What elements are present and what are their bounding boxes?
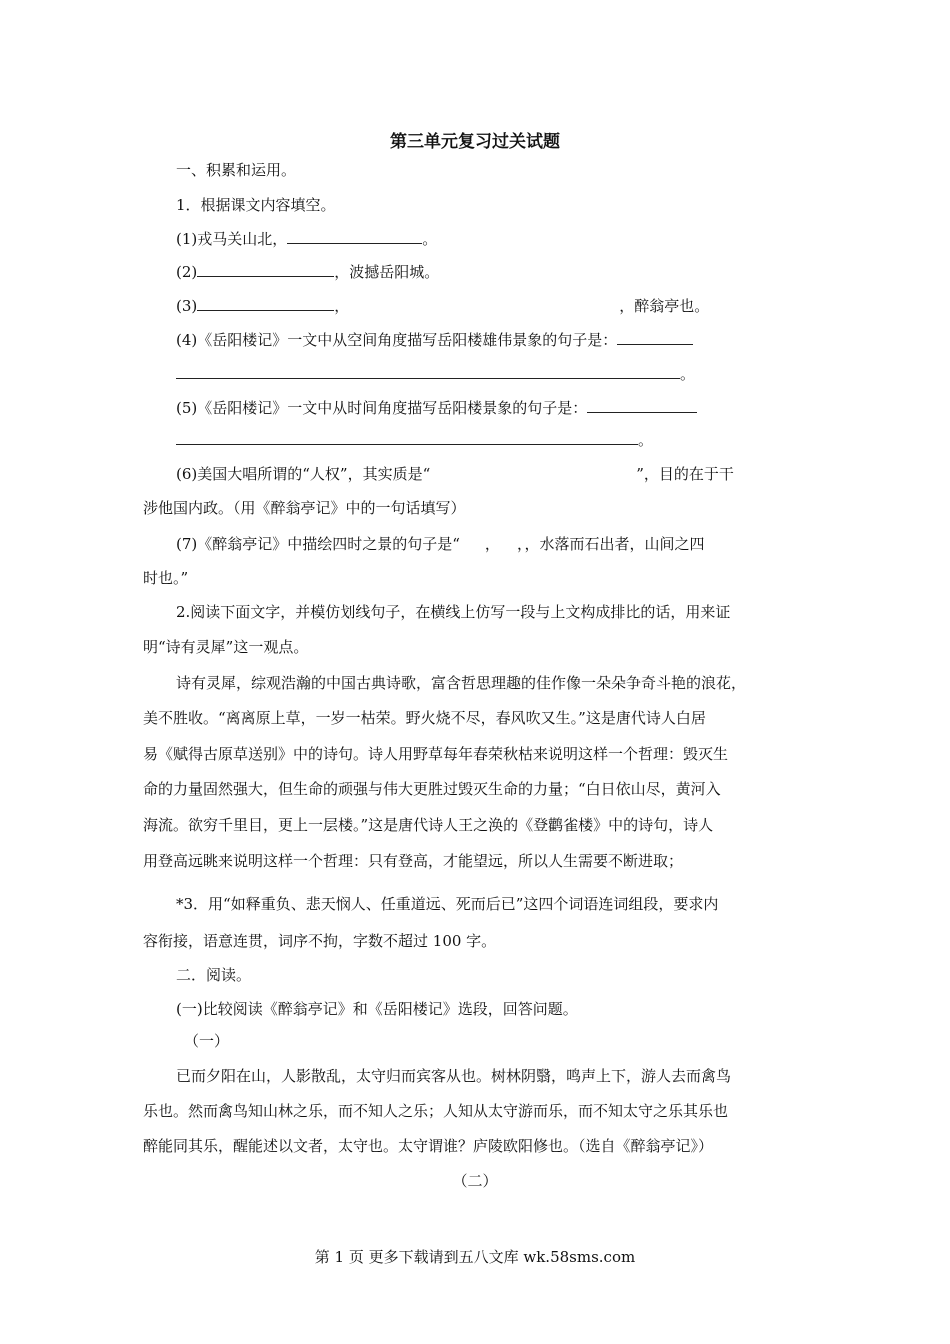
section-heading-2: 二．阅读。	[176, 966, 252, 984]
item-3-comma: ，	[334, 297, 350, 315]
question-1-item-5	[176, 398, 697, 418]
section-heading-1: 一、积累和运用。	[176, 161, 297, 179]
question-1-item-2	[176, 262, 439, 282]
item-5-text: (5)《岳阳楼记》一文中从时间角度描写岳阳楼景象的句子是：	[176, 399, 588, 417]
reading-subheading-1: （一）	[184, 1032, 230, 1050]
item-4-end: 。	[680, 365, 696, 383]
question-1-item-7	[176, 534, 704, 554]
question-2-line-1: 2.阅读下面文字，并模仿划线句子，在横线上仿写一段与上文构成排比的话，用来证	[176, 603, 731, 621]
page-title: 第三单元复习过关试题	[390, 132, 560, 152]
question-1-item-6	[176, 464, 734, 484]
question-1-item-5-cont	[176, 430, 653, 450]
passage-line-6: 用登高远眺来说明这样一个哲理：只有登高，才能望远，所以人生需要不断进取；	[143, 852, 684, 870]
passage-line-1: 诗有灵犀，综观浩瀚的中国古典诗歌，富含哲思理趣的佳作像一朵朵争奇斗艳的浪花，	[176, 674, 747, 692]
answer-blank	[197, 262, 334, 277]
item-7-text-2: ，水落而石出者，山间之四	[524, 535, 705, 553]
question-1-item-7-cont: 时也。”	[143, 569, 189, 587]
answer-blank	[176, 430, 638, 445]
item-4-text: (4)《岳阳楼记》一文中从空间角度描写岳阳楼雄伟景象的句子是：	[176, 331, 618, 349]
answer-blank	[176, 364, 680, 379]
question-1-item-1	[176, 229, 437, 249]
answer-blank	[287, 229, 422, 244]
question-1-stem: 1．根据课文内容填空。	[176, 196, 336, 214]
item-2-number: (2)	[176, 263, 198, 281]
answer-blank	[617, 330, 693, 345]
passage-line-4: 命的力量固然强大，但生命的顽强与伟大更胜过毁灭生命的力量；“白日依山尽，黄河入	[143, 780, 721, 798]
item-7-comma-2: ，	[516, 535, 525, 553]
answer-blank	[197, 296, 334, 311]
reading-text-line-2: 乐也。然而禽鸟知山林之乐，而不知人之乐；人知从太守游而乐，而不知太守之乐其乐也	[143, 1102, 729, 1120]
reading-intro: (一)比较阅读《醉翁亭记》和《岳阳楼记》选段，回答问题。	[176, 1000, 578, 1018]
item-5-end: 。	[638, 431, 654, 449]
passage-line-3: 易《赋得古原草送别》中的诗句。诗人用野草每年春荣秋枯来说明这样一个哲理：毁灭生	[143, 745, 729, 763]
passage-line-2: 美不胜收。“离离原上草，一岁一枯荣。野火烧不尽，春风吹又生。”这是唐代诗人白居	[143, 709, 706, 727]
question-3-line-2: 容衔接，语意连贯，词序不拘，字数不超过 100 字。	[143, 932, 497, 950]
item-7-text: (7)《醉翁亭记》中描绘四时之景的句子是“	[176, 535, 460, 553]
item-3-number: (3)	[176, 297, 198, 315]
question-1-item-4-cont	[176, 364, 695, 384]
item-3-text: ，醉翁亭也。	[619, 297, 710, 315]
page-footer: 第 1 页 更多下载请到五八文库 wk.58sms.com	[314, 1248, 636, 1266]
item-1-text: (1)戎马关山北，	[176, 230, 288, 248]
reading-text-line-3: 醉能同其乐，醒能述以文者，太守也。太守谓谁？庐陵欧阳修也。（选自《醉翁亭记》）	[143, 1137, 714, 1155]
passage-line-5: 海流。欲穷千里目，更上一层楼。”这是唐代诗人王之涣的《登鹳雀楼》中的诗句，诗人	[143, 816, 714, 834]
answer-blank	[587, 398, 697, 413]
item-6-text-2: ”，目的在于干	[636, 465, 734, 483]
reading-subheading-2: （二）	[452, 1172, 498, 1190]
question-3-line-1: *3．用“如释重负、悲天悯人、任重道远、死而后已”这四个词语连词组段，要求内	[176, 895, 719, 913]
item-1-end: 。	[422, 230, 438, 248]
item-6-text: (6)美国大唱所谓的“人权”，其实质是“	[176, 465, 431, 483]
item-2-text: ，波撼岳阳城。	[334, 263, 440, 281]
question-1-item-6-cont: 涉他国内政。（用《醉翁亭记》中的一句话填写）	[143, 499, 466, 517]
question-1-item-4	[176, 330, 693, 350]
question-1-item-3	[176, 296, 709, 316]
reading-text-line-1: 已而夕阳在山，人影散乱，太守归而宾客从也。树林阴翳，鸣声上下，游人去而禽鸟	[176, 1067, 732, 1085]
item-7-comma-1: ，	[484, 535, 500, 553]
question-2-line-2: 明“诗有灵犀”这一观点。	[143, 638, 309, 656]
